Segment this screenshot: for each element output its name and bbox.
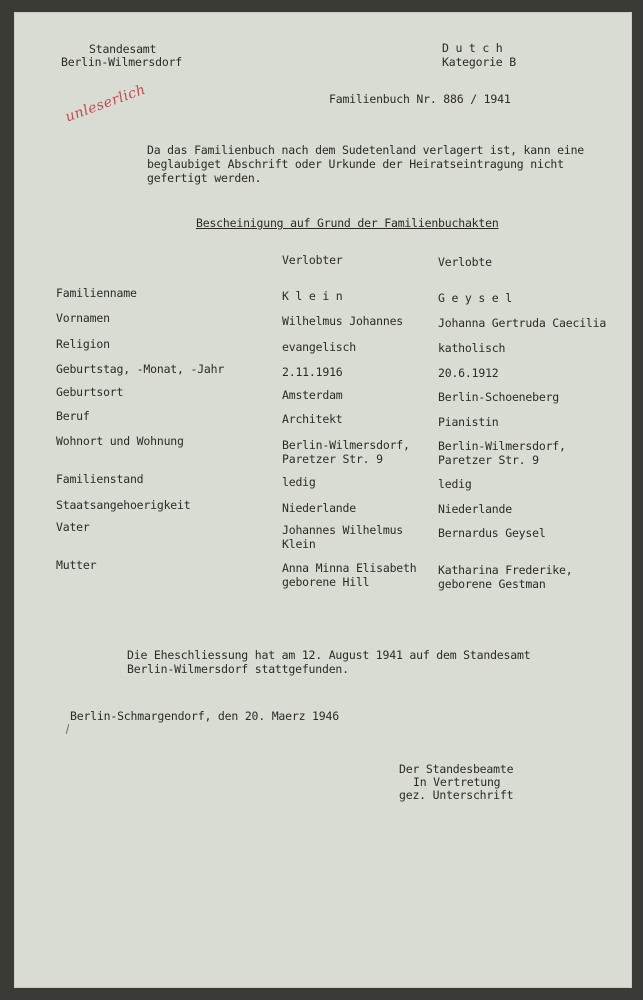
groom-birth-place: Amsterdam (282, 388, 343, 402)
groom-profession: Architekt (282, 412, 343, 426)
intro-line1: Da das Familienbuch nach dem Sudetenland verlagert ist, kann eine (147, 143, 585, 157)
bride-nationality: Niederlande (438, 502, 512, 516)
office-line2: Berlin-Wilmersdorf (61, 55, 183, 69)
bride-marital-status: ledig (438, 477, 472, 491)
document-page (14, 12, 632, 988)
bride-residence-line1: Berlin-Wilmersdorf, (438, 439, 566, 453)
label-religion: Religion (56, 337, 110, 351)
label-birth-date: Geburtstag, -Monat, -Jahr (56, 362, 225, 376)
groom-religion: evangelisch (282, 340, 356, 354)
bride-residence-line2: Paretzer Str. 9 (438, 453, 539, 467)
label-marital-status: Familienstand (56, 472, 144, 486)
groom-residence-line1: Berlin-Wilmersdorf, (282, 438, 410, 452)
signature-line2: In Vertretung (413, 775, 501, 789)
groom-nationality: Niederlande (282, 501, 356, 515)
bride-birth-date: 20.6.1912 (438, 366, 499, 380)
signature-line3: gez. Unterschrift (399, 788, 514, 802)
label-mother: Mutter (56, 558, 97, 572)
groom-father-line1: Johannes Wilhelmus (282, 523, 404, 537)
groom-mother-line2: geborene Hill (282, 575, 370, 589)
groom-father-line2: Klein (282, 537, 316, 551)
bride-mother-line1: Katharina Frederike, (438, 563, 573, 577)
groom-given-names: Wilhelmus Johannes (282, 314, 404, 328)
bride-given-names: Johanna Gertruda Caecilia (438, 316, 607, 330)
groom-residence-line2: Paretzer Str. 9 (282, 452, 383, 466)
bride-mother-line2: geborene Gestman (438, 577, 546, 591)
label-father: Vater (56, 520, 90, 534)
bride-father: Bernardus Geysel (438, 526, 546, 540)
certificate-title: Bescheinigung auf Grund der Familienbuchakten (196, 216, 499, 230)
label-surname: Familienname (56, 286, 137, 300)
label-profession: Beruf (56, 409, 90, 423)
groom-surname: K l e i n (282, 289, 343, 303)
label-birth-place: Geburtsort (56, 385, 124, 399)
intro-line3: gefertigt werden. (147, 171, 262, 185)
groom-marital-status: ledig (282, 475, 316, 489)
bride-surname: G e y s e l (438, 291, 512, 305)
place-date: Berlin-Schmargendorf, den 20. Maerz 1946 (70, 709, 339, 723)
category: Kategorie B (442, 55, 516, 69)
signature-line1: Der Standesbeamte (399, 762, 514, 776)
intro-line2: beglaubiget Abschrift oder Urkunde der Heiratseintragung nicht (147, 157, 564, 171)
bride-birth-place: Berlin-Schoeneberg (438, 390, 560, 404)
handwritten-note: unleserlich (63, 81, 148, 126)
pencil-mark (66, 724, 70, 734)
marriage-line2: Berlin-Wilmersdorf stattgefunden. (127, 662, 349, 676)
bride-profession: Pianistin (438, 415, 499, 429)
column-groom: Verlobter (282, 253, 343, 267)
label-nationality: Staatsangehoerigkeit (56, 498, 191, 512)
marriage-line1: Die Eheschliessung hat am 12. August 1941 auf dem Standesamt (127, 648, 531, 662)
book-number: Familienbuch Nr. 886 / 1941 (329, 92, 511, 106)
label-residence: Wohnort und Wohnung (56, 434, 184, 448)
groom-mother-line1: Anna Minna Elisabeth (282, 561, 417, 575)
label-given-names: Vornamen (56, 311, 110, 325)
bride-religion: katholisch (438, 341, 506, 355)
groom-birth-date: 2.11.1916 (282, 365, 343, 379)
column-bride: Verlobte (438, 255, 492, 269)
nationality: D u t c h (442, 41, 503, 55)
office-line1: Standesamt (89, 42, 157, 56)
